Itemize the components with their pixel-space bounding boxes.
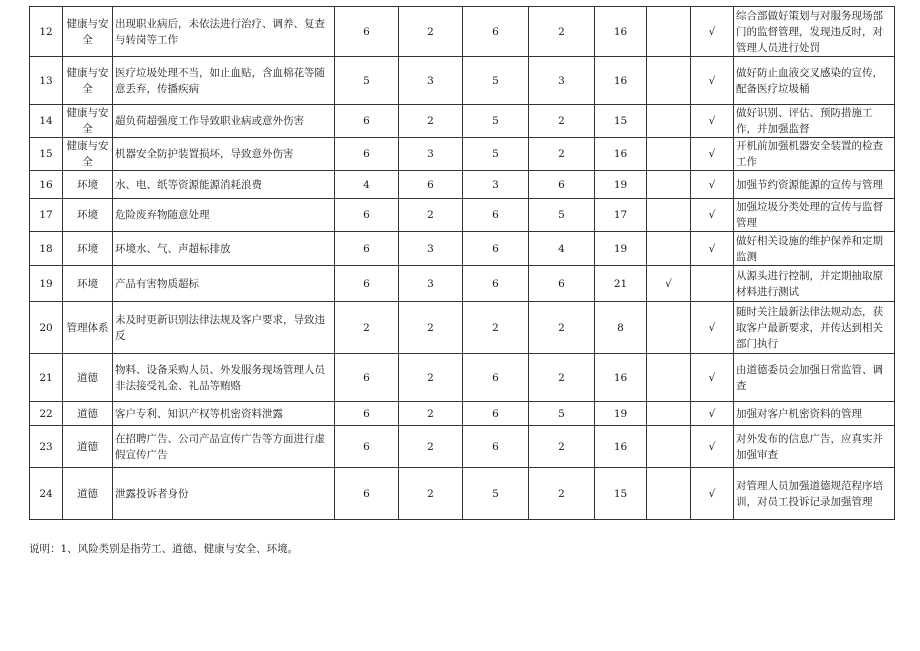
score-b: 2	[399, 7, 463, 57]
score-c: 6	[463, 354, 529, 402]
score-total: 19	[595, 402, 647, 426]
score-a: 6	[335, 266, 399, 302]
risk-description: 物料、设备采购人员、外发服务现场管理人员非法接受礼金、礼品等贿赂	[113, 354, 335, 402]
check-mark-major	[647, 402, 691, 426]
control-measure: 加强节约资源能源的宣传与管理	[734, 171, 895, 199]
score-c: 6	[463, 7, 529, 57]
table-row	[30, 7, 895, 57]
table-row	[30, 426, 895, 468]
score-c: 5	[463, 468, 529, 520]
check-mark-general: √	[691, 199, 734, 232]
control-measure: 加强对客户机密资料的管理	[734, 402, 895, 426]
score-b: 3	[399, 138, 463, 171]
score-b: 2	[399, 199, 463, 232]
check-mark-general: √	[691, 402, 734, 426]
score-c: 6	[463, 232, 529, 266]
score-a: 6	[335, 232, 399, 266]
score-total: 19	[595, 232, 647, 266]
row-number: 22	[30, 402, 63, 426]
score-total: 16	[595, 426, 647, 468]
check-mark-major	[647, 232, 691, 266]
risk-category: 环境	[63, 171, 113, 199]
row-number: 21	[30, 354, 63, 402]
table-row	[30, 171, 895, 199]
score-d: 4	[529, 232, 595, 266]
risk-description: 超负荷超强度工作导致职业病或意外伤害	[113, 105, 335, 138]
check-mark-major	[647, 138, 691, 171]
row-number: 14	[30, 105, 63, 138]
score-c: 5	[463, 138, 529, 171]
score-total: 8	[595, 302, 647, 354]
score-total: 17	[595, 199, 647, 232]
control-measure: 做好识别、评估、预防措施工作，并加强监督	[734, 105, 895, 138]
table-row	[30, 232, 895, 266]
score-a: 6	[335, 402, 399, 426]
risk-category: 道德	[63, 354, 113, 402]
footnote: 说明：1、风险类别是指劳工、道德、健康与安全、环境。	[29, 543, 299, 555]
check-mark-general	[691, 266, 734, 302]
risk-category: 管理体系	[63, 302, 113, 354]
table-row	[30, 199, 895, 232]
score-c: 6	[463, 402, 529, 426]
score-total: 21	[595, 266, 647, 302]
risk-description: 危险废弃物随意处理	[113, 199, 335, 232]
risk-description: 在招聘广告、公司产品宣传广告等方面进行虚假宣传广告	[113, 426, 335, 468]
score-b: 3	[399, 266, 463, 302]
score-b: 3	[399, 232, 463, 266]
row-number: 12	[30, 7, 63, 57]
score-b: 2	[399, 468, 463, 520]
check-mark-general: √	[691, 354, 734, 402]
score-b: 2	[399, 105, 463, 138]
check-mark-major	[647, 302, 691, 354]
risk-table-body	[30, 7, 895, 520]
score-total: 16	[595, 138, 647, 171]
check-mark-general: √	[691, 302, 734, 354]
score-d: 2	[529, 426, 595, 468]
control-measure: 做好防止血液交叉感染的宣传，配备医疗垃圾桶	[734, 57, 895, 105]
score-c: 6	[463, 426, 529, 468]
score-d: 2	[529, 105, 595, 138]
table-row	[30, 354, 895, 402]
score-a: 5	[335, 57, 399, 105]
risk-description: 产品有害物质超标	[113, 266, 335, 302]
check-mark-general: √	[691, 57, 734, 105]
row-number: 19	[30, 266, 63, 302]
risk-category: 道德	[63, 402, 113, 426]
score-a: 6	[335, 468, 399, 520]
score-d: 5	[529, 199, 595, 232]
score-d: 3	[529, 57, 595, 105]
score-total: 15	[595, 105, 647, 138]
check-mark-major	[647, 171, 691, 199]
row-number: 24	[30, 468, 63, 520]
score-c: 6	[463, 199, 529, 232]
control-measure: 加强垃圾分类处理的宣传与监督管理	[734, 199, 895, 232]
control-measure: 对管理人员加强道德规范程序培训，对员工投诉记录加强管理	[734, 468, 895, 520]
score-b: 2	[399, 302, 463, 354]
score-total: 16	[595, 7, 647, 57]
score-d: 6	[529, 266, 595, 302]
risk-category: 环境	[63, 266, 113, 302]
check-mark-general: √	[691, 7, 734, 57]
check-mark-major	[647, 199, 691, 232]
table-row	[30, 302, 895, 354]
check-mark-major	[647, 57, 691, 105]
risk-category: 健康与安全	[63, 57, 113, 105]
risk-category: 道德	[63, 468, 113, 520]
score-d: 5	[529, 402, 595, 426]
control-measure: 对外发布的信息广告，应真实并加强审查	[734, 426, 895, 468]
score-c: 2	[463, 302, 529, 354]
table-row	[30, 57, 895, 105]
risk-description: 出现职业病后，未依法进行治疗、调养、复查与转岗等工作	[113, 7, 335, 57]
control-measure: 综合部做好策划与对服务现场部门的监督管理，发现违反时，对管理人员进行处罚	[734, 7, 895, 57]
table-row	[30, 468, 895, 520]
check-mark-general: √	[691, 468, 734, 520]
check-mark-major	[647, 354, 691, 402]
row-number: 13	[30, 57, 63, 105]
score-d: 2	[529, 7, 595, 57]
score-a: 6	[335, 199, 399, 232]
score-total: 19	[595, 171, 647, 199]
check-mark-major	[647, 7, 691, 57]
check-mark-general: √	[691, 232, 734, 266]
risk-category: 健康与安全	[63, 7, 113, 57]
score-c: 5	[463, 105, 529, 138]
score-a: 6	[335, 105, 399, 138]
score-d: 2	[529, 302, 595, 354]
score-c: 6	[463, 266, 529, 302]
risk-description: 医疗垃圾处理不当，如止血贴，含血棉花等随意丢弃，传播疾病	[113, 57, 335, 105]
score-total: 16	[595, 354, 647, 402]
score-d: 2	[529, 354, 595, 402]
control-measure: 随时关注最新法律法规动态，获取客户最新要求，并传达到相关部门执行	[734, 302, 895, 354]
table-row	[30, 105, 895, 138]
table-row	[30, 266, 895, 302]
row-number: 16	[30, 171, 63, 199]
check-mark-general: √	[691, 138, 734, 171]
score-d: 2	[529, 468, 595, 520]
control-measure: 做好相关设施的维护保养和定期监测	[734, 232, 895, 266]
risk-description: 环境水、气、声超标排放	[113, 232, 335, 266]
score-b: 2	[399, 354, 463, 402]
risk-category: 道德	[63, 426, 113, 468]
row-number: 20	[30, 302, 63, 354]
row-number: 17	[30, 199, 63, 232]
control-measure: 从源头进行控制，并定期抽取原材料进行测试	[734, 266, 895, 302]
score-a: 2	[335, 302, 399, 354]
check-mark-general: √	[691, 105, 734, 138]
risk-description: 泄露投诉者身份	[113, 468, 335, 520]
score-a: 6	[335, 7, 399, 57]
score-c: 5	[463, 57, 529, 105]
score-b: 6	[399, 171, 463, 199]
control-measure: 由道德委员会加强日常监管、调查	[734, 354, 895, 402]
table-row	[30, 138, 895, 171]
score-total: 15	[595, 468, 647, 520]
score-c: 3	[463, 171, 529, 199]
score-b: 2	[399, 402, 463, 426]
table-row	[30, 402, 895, 426]
risk-category: 环境	[63, 232, 113, 266]
score-b: 3	[399, 57, 463, 105]
check-mark-general: √	[691, 171, 734, 199]
score-a: 6	[335, 426, 399, 468]
score-a: 6	[335, 138, 399, 171]
risk-description: 机器安全防护装置损坏，导致意外伤害	[113, 138, 335, 171]
risk-description: 客户专利、知识产权等机密资料泄露	[113, 402, 335, 426]
check-mark-general: √	[691, 426, 734, 468]
control-measure: 开机前加强机器安全装置的检查工作	[734, 138, 895, 171]
risk-description: 水、电、纸等资源能源消耗浪费	[113, 171, 335, 199]
check-mark-major	[647, 426, 691, 468]
score-a: 6	[335, 354, 399, 402]
row-number: 15	[30, 138, 63, 171]
risk-category: 环境	[63, 199, 113, 232]
row-number: 18	[30, 232, 63, 266]
score-d: 6	[529, 171, 595, 199]
risk-description: 未及时更新识别法律法规及客户要求，导致违反	[113, 302, 335, 354]
check-mark-major: √	[647, 266, 691, 302]
check-mark-major	[647, 105, 691, 138]
risk-category: 健康与安全	[63, 138, 113, 171]
risk-assessment-table	[29, 6, 895, 520]
row-number: 23	[30, 426, 63, 468]
score-d: 2	[529, 138, 595, 171]
score-b: 2	[399, 426, 463, 468]
score-total: 16	[595, 57, 647, 105]
risk-category: 健康与安全	[63, 105, 113, 138]
check-mark-major	[647, 468, 691, 520]
score-a: 4	[335, 171, 399, 199]
